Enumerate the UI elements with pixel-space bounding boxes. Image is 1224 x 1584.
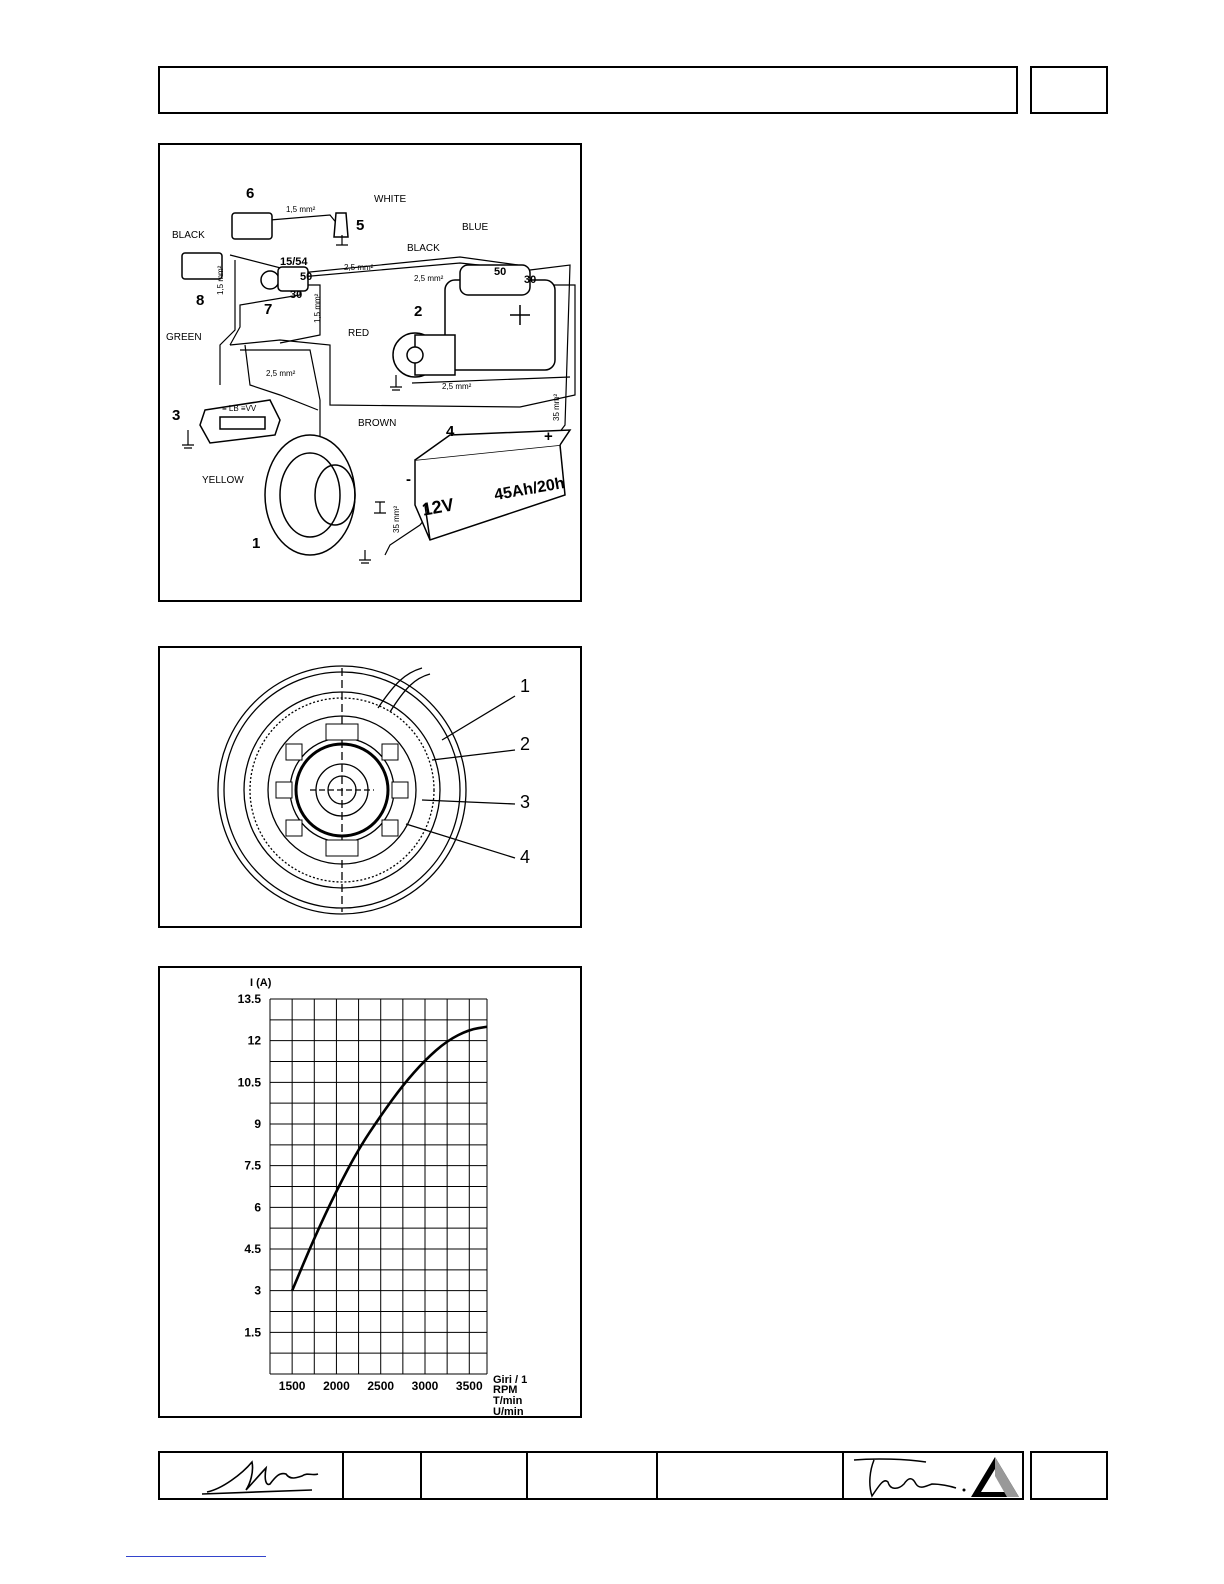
chart-series-line	[292, 1027, 487, 1291]
chart-x-tick-label: 3000	[411, 1379, 439, 1393]
footer-table	[158, 1451, 1024, 1500]
section-2-5-regulator: 2,5 mm²	[266, 369, 296, 378]
label-yellow: YELLOW	[202, 475, 244, 486]
callout-4: 4	[446, 423, 455, 440]
footer-cell-5	[658, 1453, 844, 1498]
footer-page-box	[1030, 1451, 1108, 1500]
chart-y-tick-label: 3	[254, 1283, 261, 1298]
chart-xlabel-line-3: T/min	[493, 1395, 523, 1407]
label-black-top: BLACK	[407, 243, 440, 254]
signature-2	[846, 1454, 971, 1499]
footer-cell-2	[344, 1453, 422, 1498]
current-rpm-chart	[160, 968, 580, 1416]
section-2-5-a: 2,5 mm²	[344, 263, 374, 272]
chart-x-tick-label: 2000	[323, 1379, 350, 1393]
wiring-diagram-figure	[158, 143, 582, 602]
section-35-right: 35 mm²	[552, 393, 561, 421]
label-white: WHITE	[374, 194, 407, 205]
header-title-box	[158, 66, 1018, 114]
chart-y-tick-label: 4.5	[244, 1242, 261, 1256]
current-rpm-chart-figure	[158, 966, 582, 1418]
chart-y-tick-label: 10.5	[237, 1075, 261, 1090]
alt-callout-3: 3	[520, 792, 531, 812]
chart-y-tick-label: 13.5	[237, 992, 261, 1006]
footer-signature-cell-2	[844, 1453, 1024, 1498]
section-2-5-b: 2,5 mm²	[414, 274, 444, 283]
chart-y-tick-label: 12	[247, 1033, 261, 1048]
terminal-30-starter: 30	[524, 274, 537, 286]
alt-callout-4: 4	[520, 847, 531, 867]
chart-x-tick-label: 2500	[367, 1379, 395, 1393]
callout-2: 2	[414, 303, 423, 320]
battery-capacity: 45Ah/20h	[492, 474, 566, 505]
chart-ylabel: I (A)	[250, 977, 272, 989]
terminal-50-key: 50	[300, 271, 313, 283]
switch-6	[232, 213, 272, 239]
terminal-50-starter: 50	[494, 266, 507, 278]
key-switch-7	[261, 271, 279, 289]
footer-signature-cell-1	[160, 1453, 344, 1498]
alt-callout-2: 2	[520, 734, 531, 754]
stator	[265, 435, 355, 555]
chart-x-tick-label: 1500	[278, 1379, 306, 1393]
regulator	[200, 400, 280, 443]
label-brown: BROWN	[358, 418, 397, 429]
terminal-30-key: 30	[290, 289, 303, 301]
header-page-box	[1030, 66, 1108, 114]
alternator-figure	[158, 646, 582, 928]
label-red: RED	[348, 328, 370, 339]
chart-y-tick-label: 1.5	[244, 1325, 261, 1340]
callout-3: 3	[172, 407, 181, 424]
label-green: GREEN	[166, 332, 202, 343]
svg-text:≡ LB ≡VV: ≡ LB ≡VV	[222, 404, 257, 413]
section-35-left: 35 mm²	[392, 505, 401, 533]
signature-1	[162, 1454, 342, 1499]
section-1-5-top: 1,5 mm²	[286, 205, 316, 214]
wiring-diagram	[160, 145, 580, 600]
chart-y-tick-label: 6	[254, 1200, 261, 1215]
callout-8: 8	[196, 292, 205, 309]
delta-logo-icon	[968, 1454, 1022, 1500]
footer-cell-4	[528, 1453, 658, 1498]
chart-xlabel-line-1: Giri / 1	[493, 1374, 528, 1386]
bottom-link-underline[interactable]	[126, 1556, 266, 1557]
label-blue: BLUE	[462, 222, 489, 233]
chart-xlabel-line-2: RPM	[493, 1384, 518, 1396]
chart-xlabel-line-4: U/min	[493, 1406, 524, 1416]
section-2-5-starter: 2,5 mm²	[442, 382, 472, 391]
terminal-15-54: 15/54	[280, 256, 308, 268]
sensor-5	[334, 213, 348, 237]
battery-voltage: 12V	[420, 494, 456, 520]
alt-callout-1: 1	[520, 676, 531, 696]
chart-y-tick-label: 7.5	[244, 1158, 261, 1173]
chart-y-tick-label: 9	[254, 1117, 261, 1131]
chart-x-tick-label: 3500	[455, 1379, 483, 1393]
label-black-left: BLACK	[172, 230, 205, 241]
callout-7: 7	[264, 301, 273, 318]
section-1-5-left: 1,5 mm²	[216, 265, 225, 295]
footer-cell-3	[422, 1453, 528, 1498]
alternator-drawing	[160, 648, 580, 926]
callout-6: 6	[246, 185, 255, 202]
callout-5: 5	[356, 217, 365, 234]
battery-minus: -	[406, 471, 411, 488]
battery-plus: +	[544, 428, 553, 445]
callout-1: 1	[252, 535, 261, 552]
section-1-5-mid: 1,5 mm²	[313, 293, 322, 323]
